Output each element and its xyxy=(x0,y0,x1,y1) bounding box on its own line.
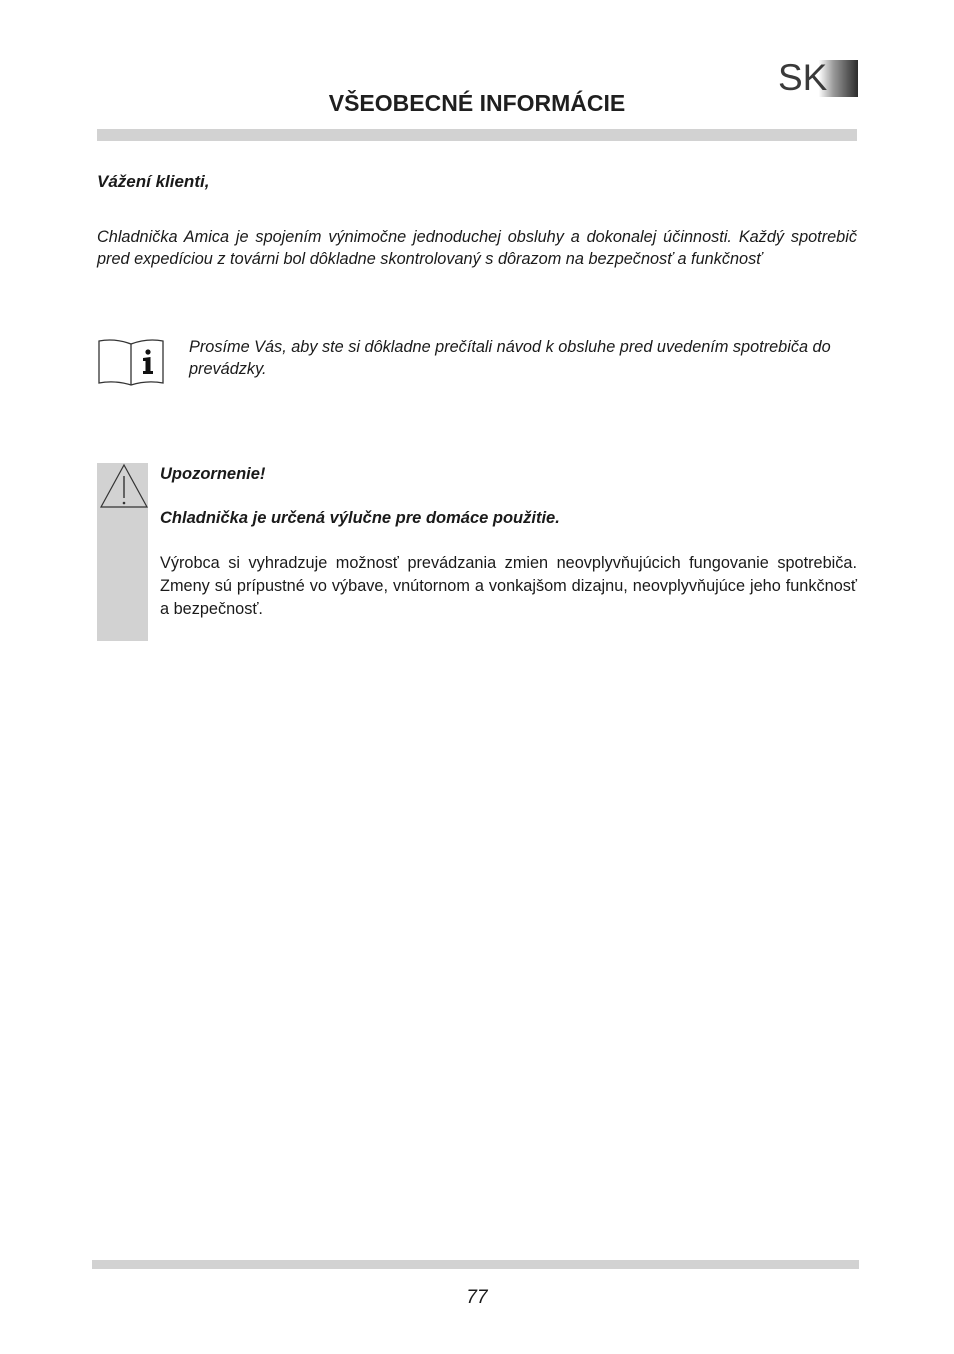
greeting: Vážení klienti, xyxy=(97,172,210,191)
warning-heading: Upozornenie! xyxy=(160,465,266,483)
warning-body: Výrobca si vyhradzuje možnosť prevádzania zmien neovplyvňujúcich fungovanie spotrebiča. Zmeny sú prípustné vo výbave, vnútornom a vonkajšom dizajnu, neovplyvňujúce jeho funkčnosť a bezpečnosť. xyxy=(160,554,857,618)
info-note-text: Prosíme Vás, aby ste si dôkladne prečítali návod k obsluhe pred uvedením spotrebiča do prevádzky. xyxy=(189,338,831,378)
footer-divider xyxy=(92,1260,859,1269)
info-book-icon xyxy=(97,338,165,386)
page-title: VŠEOBECNÉ INFORMÁCIE xyxy=(328,90,626,116)
warning-triangle-icon xyxy=(99,463,149,509)
warning-subheading: Chladnička je určená výlučne pre domáce použitie. xyxy=(160,509,560,527)
page-number: 77 xyxy=(466,1287,488,1308)
intro-paragraph: Chladnička Amica je spojením výnimočne jednoduchej obsluhy a dokonalej účinnosti. Každý spotrebič pred expedíciou z továrni bol dôkladne skontrolovaný s dôrazom na bezpečnosť a funkčnosť xyxy=(97,228,857,268)
title-divider xyxy=(97,129,857,141)
language-badge-label: SK xyxy=(778,57,828,98)
